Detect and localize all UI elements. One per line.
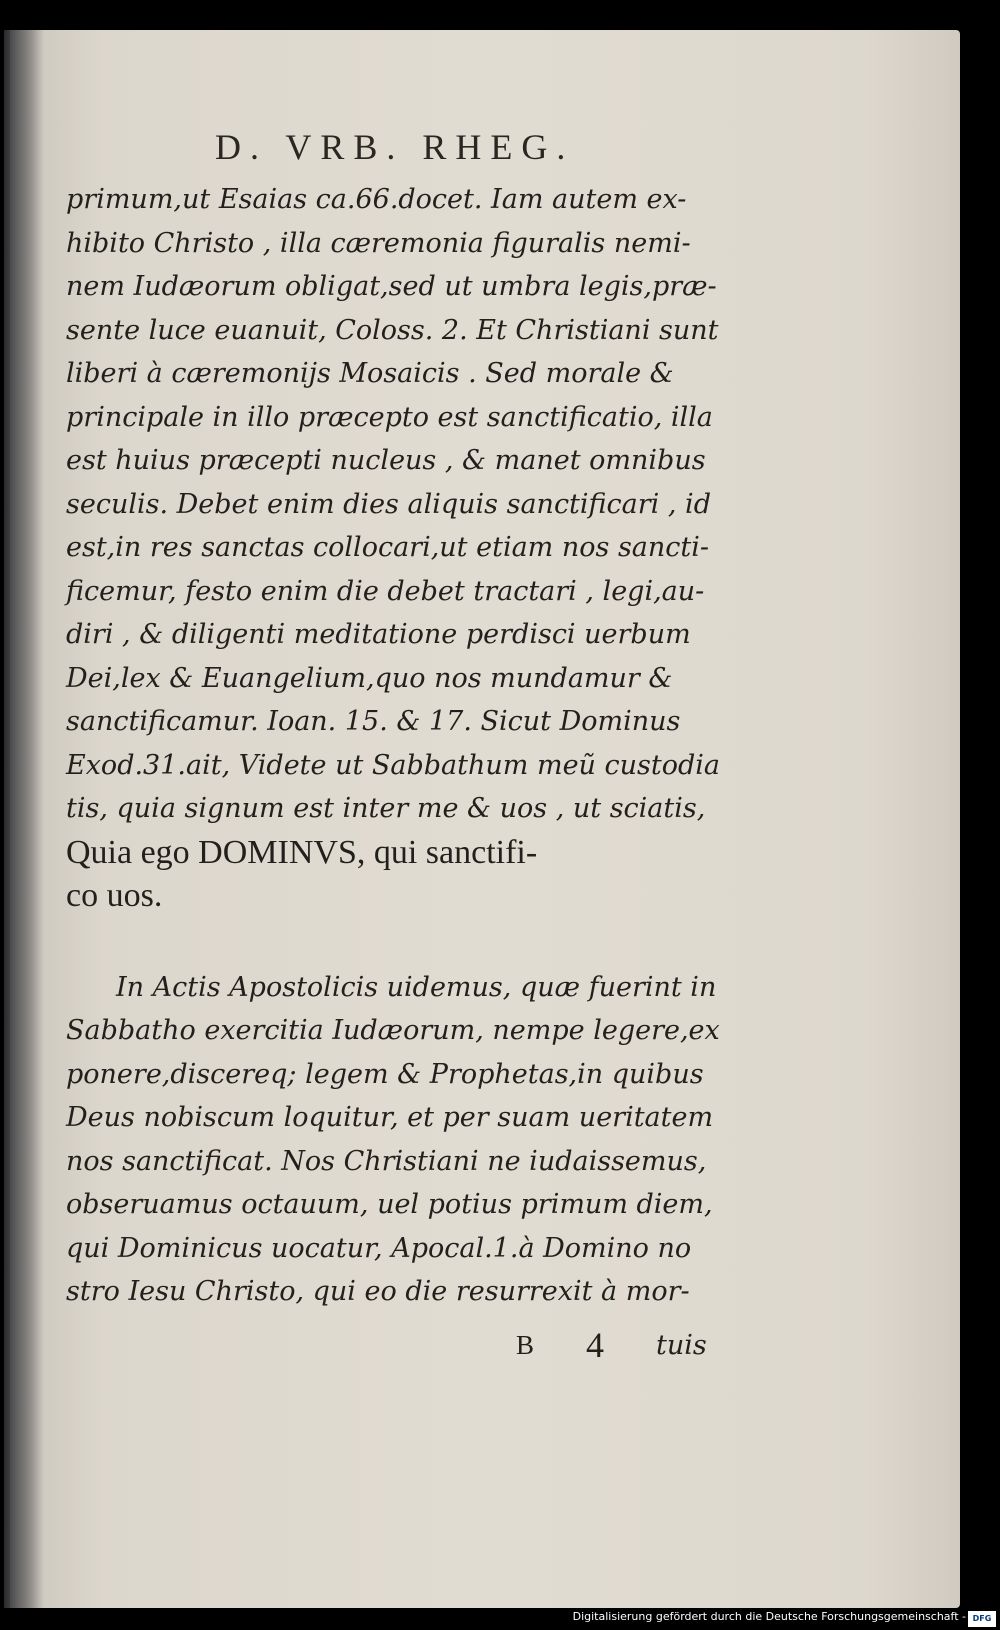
text-line: tis, quia signum est inter me & uos , ut sciatis, (66, 793, 706, 824)
signature-letter: B (516, 1330, 535, 1360)
text-line: Dei,lex & Euangelium,quo nos mundamur & (66, 662, 673, 694)
running-head: D. VRB. RHEG. (215, 127, 575, 167)
text-line: hibito Christo , illa cæremonia figuralis nemi- (66, 227, 691, 259)
text-line: qui Dominicus uocatur, Apocal.1.à Domino no (66, 1232, 692, 1264)
quote-line: Quia ego DOMINVS, qui sanctifi- (66, 833, 538, 871)
dfg-logo: DFG (968, 1611, 996, 1627)
funding-notice: Digitalisierung gefördert durch die Deutsche Forschungsgemeinschaft - (572, 1610, 966, 1623)
paragraph-gap (66, 918, 716, 966)
text-line: obseruamus octauum, uel potius primum diem, (66, 1189, 713, 1220)
text-line: diri , & diligenti meditatione perdisci uerbum (66, 619, 691, 650)
text-line: sente luce euanuit, Coloss. 2. Et Christiani sunt (66, 314, 719, 346)
text-line: seculis. Debet enim dies aliquis sanctificari , id (66, 488, 711, 520)
text-line: liberi à cæremonijs Mosaicis . Sed morale & (66, 358, 674, 389)
text-line: nem Iudæorum obligat,sed ut umbra legis,præ- (66, 271, 717, 302)
catchword: tuis (656, 1330, 707, 1361)
text-line: Exod.31.ait, Videte ut Sabbathum meũ custodia (66, 749, 721, 781)
text-line: est,in res sanctas collocari,ut etiam nos sancti- (66, 532, 710, 563)
text-line: sanctificamur. Ioan. 15. & 17. Sicut Dominus (66, 706, 681, 737)
page-gutter (10, 30, 44, 1608)
text-line: In Actis Apostolicis uidemus, quæ fuerint in (116, 971, 717, 1003)
text-line: ponere,discereq; legem & Prophetas,in quibus (66, 1058, 704, 1090)
text-line: primum,ut Esaias ca.66.docet. Iam autem ex- (66, 184, 687, 215)
quote-line: co uos. (66, 877, 163, 914)
text-line: Deus nobiscum loquitur, et per suam ueritatem (66, 1102, 714, 1133)
text-line: est huius præcepti nucleus , & manet omnibus (66, 445, 706, 476)
text-line: Sabbatho exercitia Iudæorum, nempe legere,ex (66, 1015, 720, 1046)
catchline (66, 1325, 716, 1370)
text-line: principale in illo præcepto est sanctificatio, illa (66, 401, 713, 433)
body-text (66, 178, 721, 1314)
signature-number: 4 (586, 1325, 604, 1365)
text-line: stro Iesu Christo, qui eo die resurrexit à mor- (66, 1276, 690, 1307)
text-line: ficemur, festo enim die debet tractari , legi,au- (66, 575, 705, 607)
text-line: nos sanctificat. Nos Christiani ne iudaissemus, (66, 1145, 707, 1177)
